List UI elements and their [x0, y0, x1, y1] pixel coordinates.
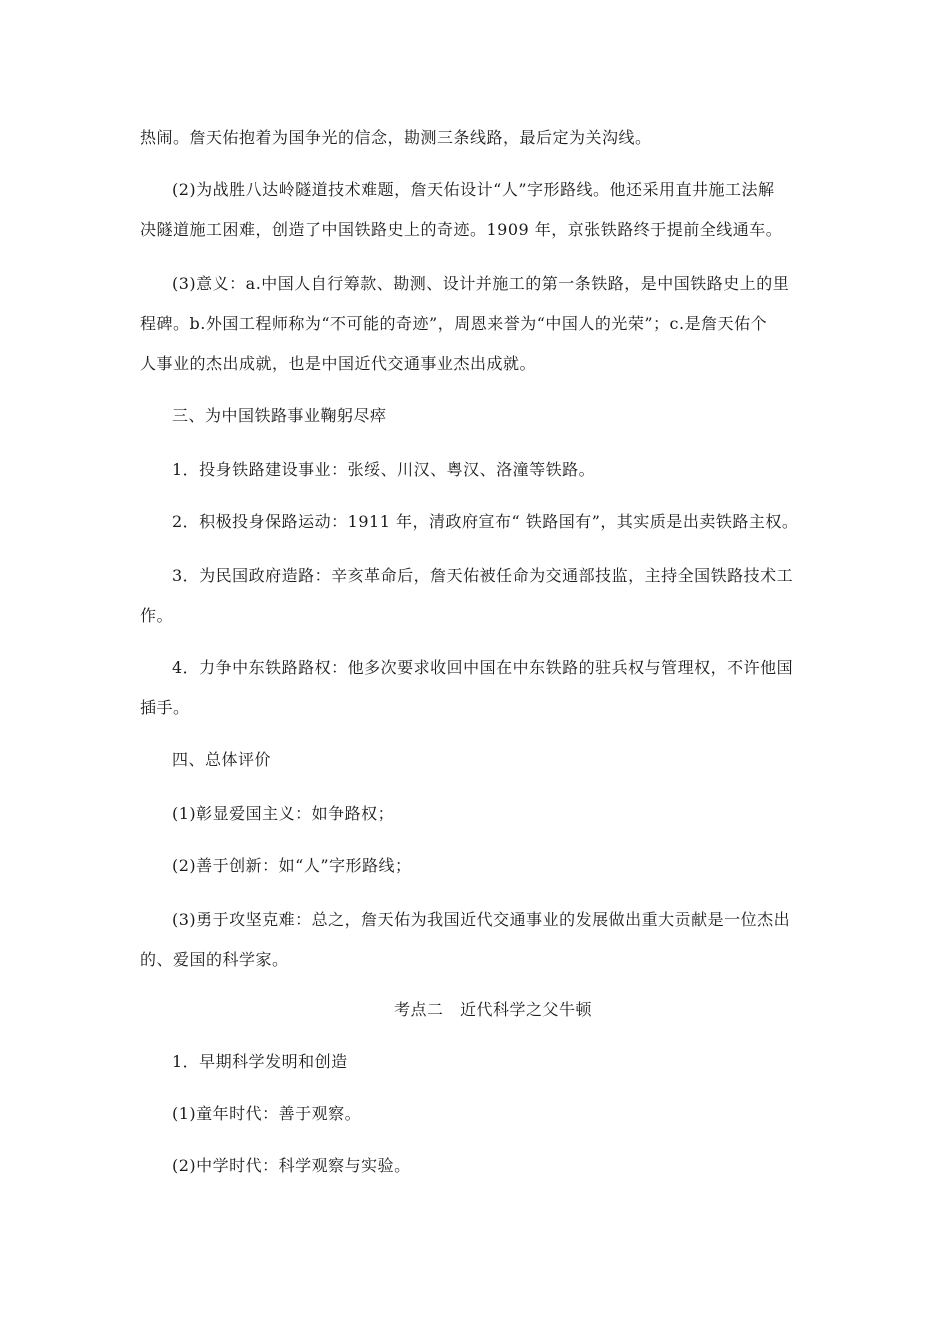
section-heading: 三、为中国铁路事业鞠躬尽瘁: [172, 406, 387, 425]
paragraph-line: 作。: [140, 606, 174, 625]
list-item: 2．积极投身保路运动：1911 年，清政府宣布“ 铁路国有”，其实质是出卖铁路主权。: [172, 512, 799, 531]
paragraph-line: 插手。: [140, 698, 190, 717]
list-item: (1)彰显爱国主义：如争路权；: [172, 804, 395, 823]
paragraph-line: (3)意义：a.中国人自行筹款、勘测、设计并施工的第一条铁路，是中国铁路史上的里: [172, 274, 790, 293]
paragraph-line: 热闹。詹天佑抱着为国争光的信念，勘测三条线路，最后定为关沟线。: [140, 128, 652, 147]
list-item: (1)童年时代：善于观察。: [172, 1104, 362, 1123]
paragraph-line: (2)为战胜八达岭隧道技术难题，詹天佑设计“人”字形路线。他还采用直井施工法解: [172, 180, 775, 199]
paragraph-line: 决隧道施工困难，创造了中国铁路史上的奇迹。1909 年，京张铁路终于提前全线通车。: [140, 220, 783, 239]
list-item: (2)中学时代：科学观察与实验。: [172, 1156, 411, 1175]
paragraph-line: 程碑。b.外国工程师称为“不可能的奇迹”，周恩来誉为“中国人的光荣”；c.是詹天佑个: [140, 314, 768, 333]
list-item: (2)善于创新：如“人”字形路线；: [172, 856, 412, 875]
list-item: 1．投身铁路建设事业：张绥、川汉、粤汉、洛潼等铁路。: [172, 460, 596, 479]
section-heading: 四、总体评价: [172, 750, 272, 769]
paragraph-line: 的、爱国的科学家。: [140, 950, 289, 969]
list-item: 3．为民国政府造路：辛亥革命后，詹天佑被任命为交通部技监，主持全国铁路技术工: [172, 566, 794, 585]
list-item: 1．早期科学发明和创造: [172, 1052, 348, 1071]
section-title: 考点二 近代科学之父牛顿: [393, 1000, 592, 1019]
list-item: (3)勇于攻坚克难：总之，詹天佑为我国近代交通事业的发展做出重大贡献是一位杰出: [172, 910, 791, 929]
paragraph-line: 人事业的杰出成就，也是中国近代交通事业杰出成就。: [140, 354, 537, 373]
list-item: 4．力争中东铁路路权：他多次要求收回中国在中东铁路的驻兵权与管理权，不许他国: [172, 658, 794, 677]
